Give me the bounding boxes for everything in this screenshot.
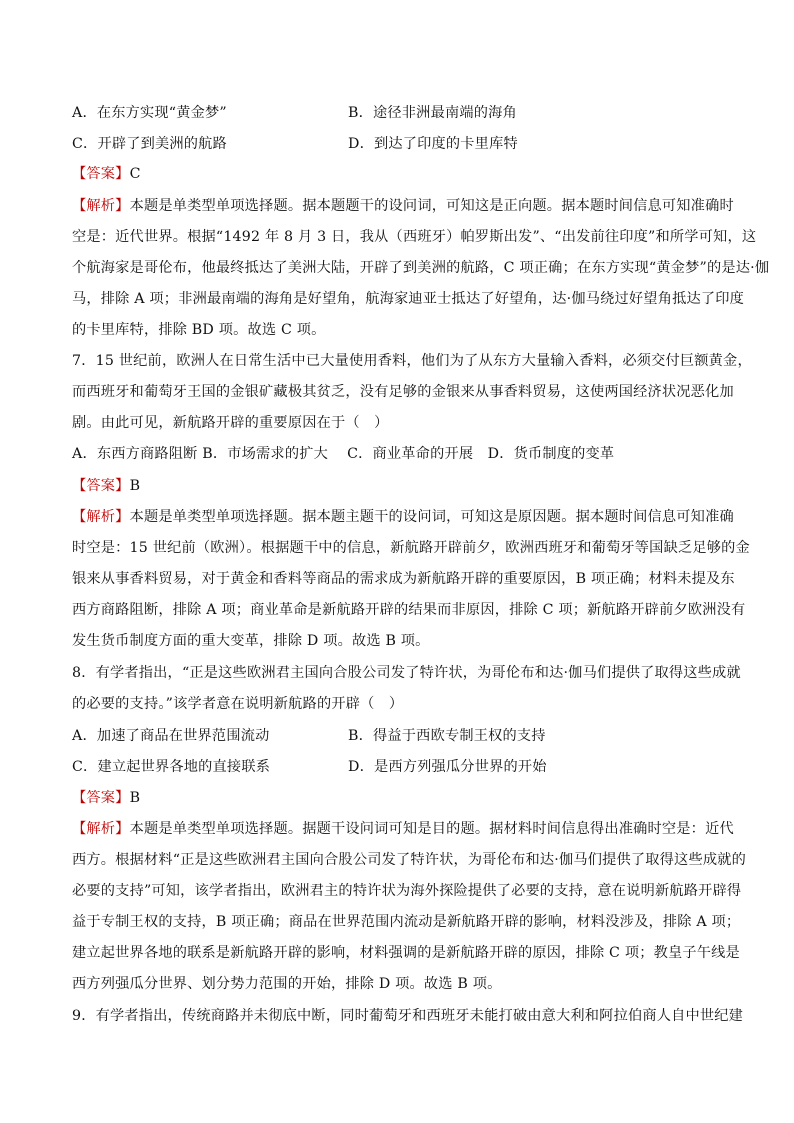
analysis-text: 本题是单类型单项选择题。据题干设问词可知是目的题。据材料时间信息得出准确时空是：近代 bbox=[129, 821, 734, 837]
analysis-line: 马，排除 A 项；非洲最南端的海角是好望角，航海家迪亚士抵达了好望角，达·伽马绕过好望角抵达了印度 bbox=[72, 291, 745, 307]
answer-line bbox=[72, 164, 141, 184]
analysis-line: 时空是：15 世纪前（欧洲）。根据题干中的信息，新航路开辟前夕，欧洲西班牙和葡萄牙等国缺乏足够的金 bbox=[72, 540, 750, 556]
question-9-stem: 9．有学者指出，传统商路并未彻底中断，同时葡萄牙和西班牙未能打破由意大利和阿拉伯商人自中世纪建 bbox=[72, 1008, 744, 1024]
question-7-stem: 剧。由此可见，新航路开辟的重要原因在于（ ） bbox=[72, 415, 389, 431]
question-7-options: A．东西方商路阻断 B．市场需求的扩大 C．商业革命的开展 D．货币制度的变革 bbox=[72, 446, 615, 462]
option-b: B．途径非洲最南端的海角 bbox=[348, 105, 517, 121]
answer-tag: 【答案】 bbox=[72, 478, 130, 494]
analysis-line bbox=[72, 196, 734, 216]
analysis-tag: 【解析】 bbox=[72, 821, 130, 837]
analysis-line: 建立起世界各地的联系是新航路开辟的影响，材料强调的是新航路开辟的原因，排除 C 项；教皇子午线是 bbox=[72, 945, 740, 961]
option-d: D．到达了印度的卡里库特 bbox=[348, 136, 518, 152]
analysis-line: 必要的支持”可知，该学者指出，欧洲君主的特许状为海外探险提供了必要的支持，意在说明新航路开辟得 bbox=[72, 883, 742, 899]
analysis-line: 个航海家是哥伦布，他最终抵达了美洲大陆，开辟了到美洲的航路，C 项正确；在东方实现“黄金梦”的是达·伽 bbox=[72, 260, 770, 276]
answer-tag: 【答案】 bbox=[72, 790, 130, 806]
answer-line bbox=[72, 476, 140, 496]
question-7-stem: 7．15 世纪前，欧洲人在日常生活中已大量使用香料，他们为了从东方大量输入香料，必须交付巨额黄金， bbox=[72, 353, 752, 369]
question-8-stem: 的必要的支持。”该学者意在说明新航路的开辟（ ） bbox=[72, 696, 404, 712]
option-c: C．建立起世界各地的直接联系 bbox=[72, 759, 271, 775]
analysis-tag: 【解析】 bbox=[72, 198, 130, 214]
analysis-line: 益于专制王权的支持，B 项正确；商品在世界范围内流动是新航路开辟的影响，材料没涉及，排除 A 项； bbox=[72, 914, 741, 930]
analysis-line: 西方商路阻断，排除 A 项；商业革命是新航路开辟的结果而非原因，排除 C 项；新航路开辟前夕欧洲没有 bbox=[72, 602, 746, 618]
option-d: D．是西方列强瓜分世界的开始 bbox=[348, 759, 547, 775]
analysis-line bbox=[72, 819, 734, 839]
option-b: B．得益于西欧专制王权的支持 bbox=[348, 728, 546, 744]
analysis-line: 西方列强瓜分世界、划分势力范围的开始，排除 D 项。故选 B 项。 bbox=[72, 976, 502, 992]
option-a: A．在东方实现“黄金梦” bbox=[72, 105, 227, 121]
analysis-line: 的卡里库特，排除 BD 项。故选 C 项。 bbox=[72, 322, 326, 338]
analysis-line: 银来从事香料贸易，对于黄金和香料等商品的需求成为新航路开辟的重要原因，B 项正确；材料未提及东 bbox=[72, 571, 735, 587]
question-8-stem: 8．有学者指出，“正是这些欧洲君主国向合股公司发了特许状，为哥伦布和达·伽马们提供了取得这些成就 bbox=[72, 665, 741, 681]
option-c: C．开辟了到美洲的航路 bbox=[72, 136, 227, 152]
analysis-line: 发生货币制度方面的重大变革，排除 D 项。故选 B 项。 bbox=[72, 633, 430, 649]
question-7-stem: 而西班牙和葡萄牙王国的金银矿藏极其贫乏，没有足够的金银来从事香料贸易，这使两国经济状况恶化加 bbox=[72, 384, 734, 400]
answer-tag: 【答案】 bbox=[72, 166, 130, 182]
answer-line bbox=[72, 788, 140, 808]
analysis-tag: 【解析】 bbox=[72, 509, 130, 525]
analysis-text: 本题是单类型单项选择题。据本题主题干的设问词，可知这是原因题。据本题时间信息可知准确 bbox=[129, 509, 734, 525]
analysis-line: 西方。根据材料“正是这些欧洲君主国向合股公司发了特许状，为哥伦布和达·伽马们提供了取得这些成就的 bbox=[72, 852, 746, 868]
answer-value: B bbox=[129, 790, 141, 806]
answer-value: C bbox=[129, 166, 141, 182]
analysis-text: 本题是单类型单项选择题。据本题题干的设问词，可知这是正向题。据本题时间信息可知准确时 bbox=[129, 198, 734, 214]
analysis-line: 空是：近代世界。根据“1492 年 8 月 3 日，我从（西班牙）帕罗斯出发”、“出发前往印度”和所学可知，这 bbox=[72, 229, 757, 245]
answer-value: B bbox=[129, 478, 141, 494]
analysis-line bbox=[72, 507, 734, 527]
option-a: A．加速了商品在世界范围流动 bbox=[72, 728, 270, 744]
